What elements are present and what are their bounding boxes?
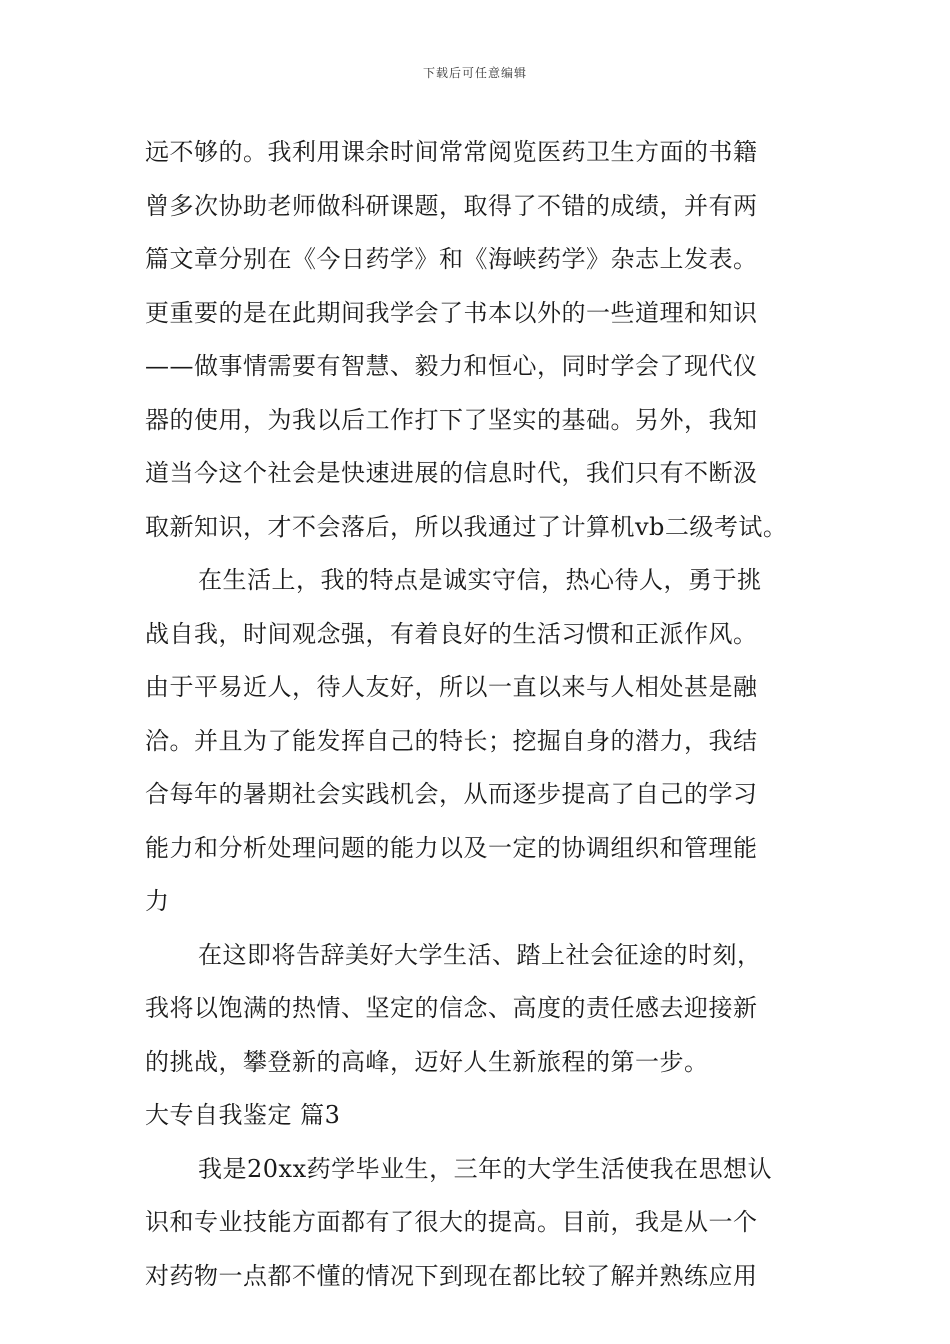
text-line: 能力和分析处理问题的能力以及一定的协调组织和管理能: [145, 833, 758, 862]
page-header: 下载后可任意编辑: [422, 66, 527, 80]
text-line: 的挑战，攀登新的高峰，迈好人生新旅程的第一步。: [145, 1047, 709, 1076]
text-line: 洽。并且为了能发挥自己的特长；挖掘自身的潜力，我结: [145, 726, 758, 755]
text-line: 战自我，时间观念强，有着良好的生活习惯和正派作风。: [145, 619, 758, 648]
section-heading: 大专自我鉴定 篇3: [145, 1101, 341, 1129]
text-line: 合每年的暑期社会实践机会，从而逐步提高了自己的学习: [145, 780, 758, 808]
paragraph-start-line: 在这即将告辞美好大学生活、踏上社会征途的时刻，: [198, 940, 762, 969]
paragraph-start-line: 我是20xx药学毕业生，三年的大学生活使我在思想认: [198, 1154, 773, 1183]
text-line: 篇文章分别在《今日药学》和《海峡药学》杂志上发表。: [145, 245, 758, 273]
text-line: 我将以饱满的热情、坚定的信念、高度的责任感去迎接新: [145, 994, 758, 1022]
text-line: ——做事情需要有智慧、毅力和恒心，同时学会了现代仪: [145, 352, 758, 380]
text-line: 器的使用，为我以后工作打下了坚实的基础。另外，我知: [145, 405, 758, 434]
text-line: 曾多次协助老师做科研课题，取得了不错的成绩，并有两: [145, 191, 758, 220]
text-line: 力: [145, 887, 170, 915]
text-line: 由于平易近人，待人友好，所以一直以来与人相处甚是融: [145, 673, 758, 701]
text-line: 取新知识，才不会落后，所以我通过了计算机vb二级考试。: [145, 512, 788, 541]
text-line: 识和专业技能方面都有了很大的提高。目前，我是从一个: [145, 1208, 758, 1236]
text-line: 道当今这个社会是快速进展的信息时代，我们只有不断汲: [145, 459, 758, 487]
document-body: [145, 126, 805, 1303]
text-line: 更重要的是在此期间我学会了书本以外的一些道理和知识: [145, 298, 758, 327]
text-line: 对药物一点都不懂的情况下到现在都比较了解并熟练应用: [145, 1261, 758, 1290]
text-line: 远不够的。我利用课余时间常常阅览医药卫生方面的书籍: [145, 138, 758, 166]
paragraph-start-line: 在生活上，我的特点是诚实守信，热心待人，勇于挑: [198, 566, 762, 594]
